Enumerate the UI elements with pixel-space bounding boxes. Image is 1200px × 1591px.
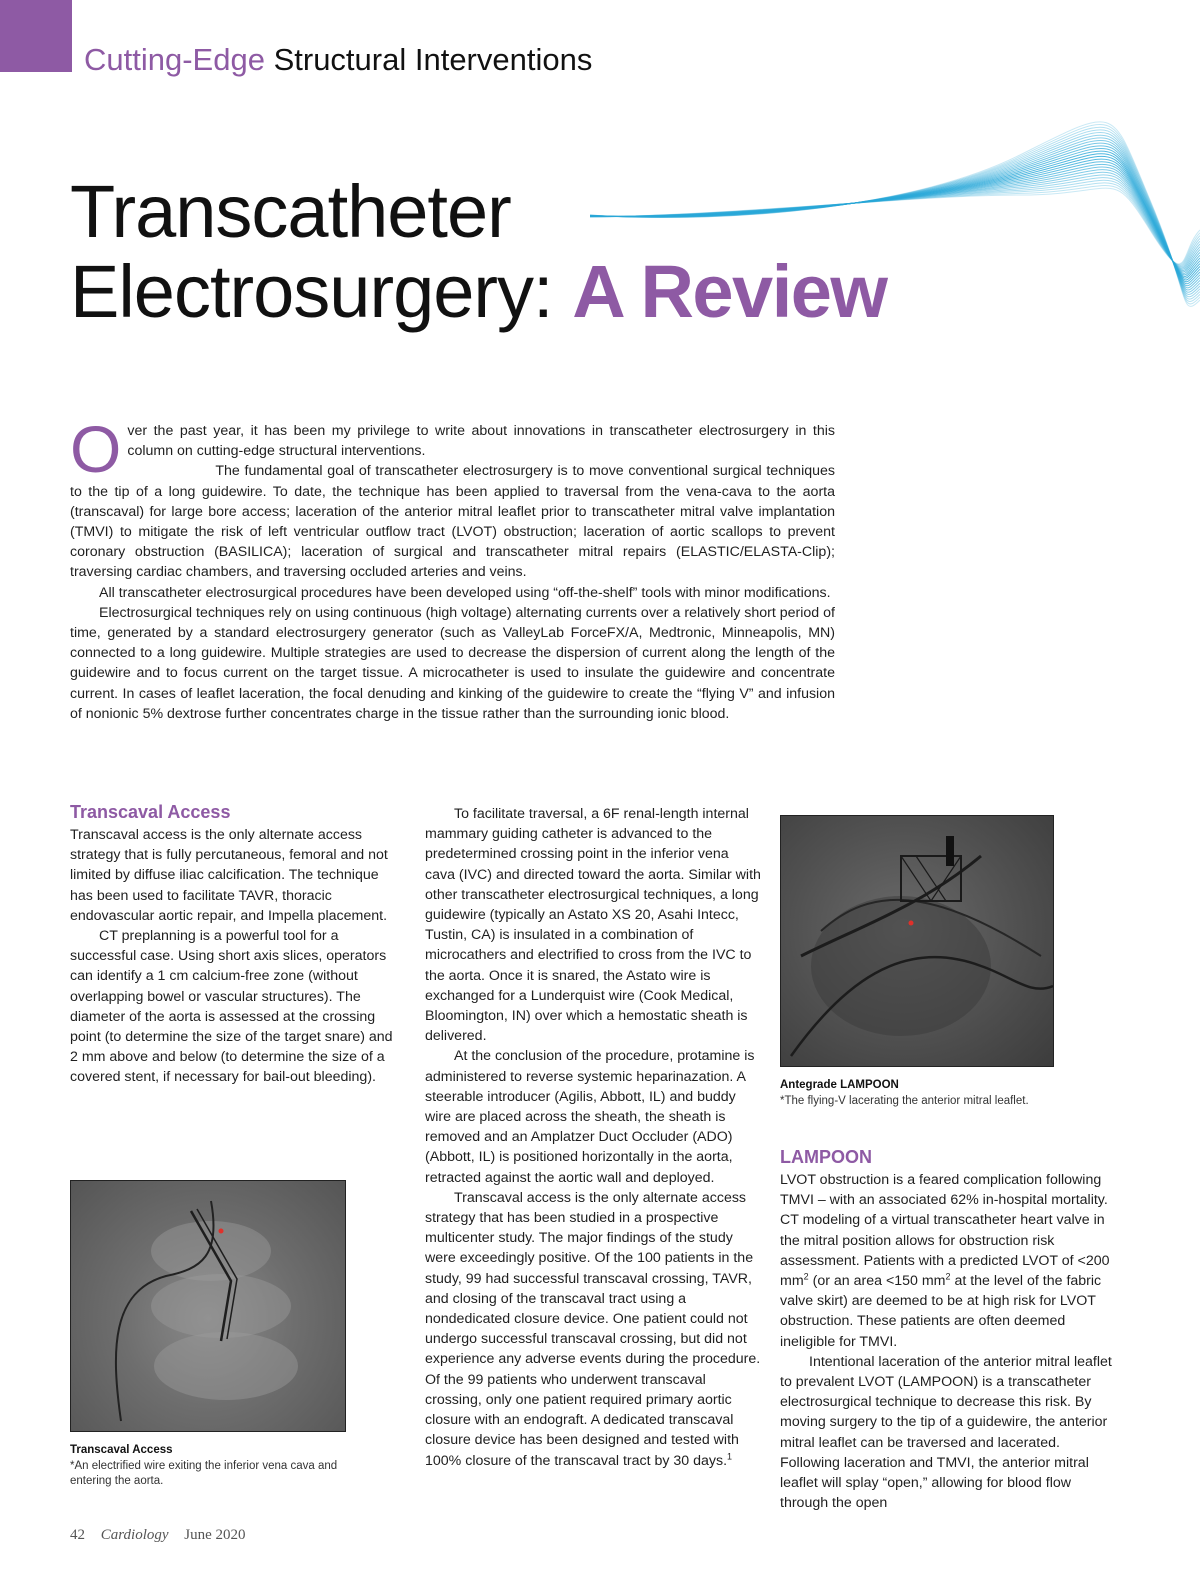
lampoon-p1-b: (or an area <150 mm [808, 1273, 946, 1290]
intro-section [70, 412, 835, 724]
drop-cap: O [70, 412, 122, 486]
transcaval-heading: Transcaval Access [70, 802, 231, 822]
article-title [70, 172, 886, 332]
title-plain: Electrosurgery: [70, 250, 553, 333]
transcaval-xray-figure [70, 1180, 346, 1432]
xray-transcaval-image [71, 1181, 345, 1431]
transcaval-paragraph-1: Transcaval access is the only alternate access strategy that is fully percutaneous, femoral and not limited by diffuse iliac calcification. The technique has been used to facilitate TAVR, thoracic endovascular aortic repair, and Impella placement. [70, 827, 388, 924]
lampoon-caption-title: Antegrade LAMPOON [780, 1079, 899, 1091]
section-color-tab [0, 0, 72, 72]
middle-p3-text: Transcaval access is the only alternate access strategy that has been studied in a prospective multicenter study. The major findings of the study were exceedingly positive. Of the 100 patients in the study, 99 had successful transcaval crossing, TAVR, and closing of the transcaval tract using a nondedicated closure device. One patient could not undergo successful transcaval crossing, but did not experience any adverse events during the procedure. Of the 99 patients who underwent transcaval crossing, only one patient required primary aortic closure with an endograft. A dedicated transcaval closure device has been designed and tested with 100% closure of the transcaval tract by 30 days. [425, 1189, 761, 1469]
magazine-name: Cardiology [100, 1527, 169, 1543]
column-lampoon [780, 1146, 1116, 1513]
middle-paragraph-3 [425, 1188, 761, 1471]
lampoon-sup-1: 2 [803, 1271, 809, 1282]
lampoon-heading: LAMPOON [780, 1147, 872, 1167]
title-line-1: Transcatheter [70, 170, 511, 253]
lampoon-p1-a: LVOT obstruction is a feared complication following TMVI – with an associated 62% in-hospital mortality. CT modeling of a virtual transcatheter heart valve in the mitral position allows for obstruction risk assessment. Patients with a predicted LVOT of <200 mm [780, 1172, 1110, 1290]
page-footer [70, 1527, 258, 1544]
column-transcaval [70, 801, 398, 1088]
lampoon-p1-c: at the level of the fabric valve skirt) are deemed to be at high risk for LVOT obstruction. These patients are often deemed ineligible for TMVI. [780, 1273, 1102, 1350]
lampoon-caption-text: *The flying-V lacerating the anterior mitral leaflet. [780, 1094, 1029, 1107]
transcaval-caption-title: Transcaval Access [70, 1444, 173, 1456]
transcaval-paragraph-2: CT preplanning is a powerful tool for a successful case. Using short axis slices, operators can identify a 1 cm calcium-free zone (without overlapping bowel or vascular structures). The diameter of the aorta is assessed at the crossing point (to determine the size of the target snare) and 2 mm above and below (to determine the size of a covered stent, if necessary for bail-out bleeding). [70, 928, 393, 1086]
transcaval-figure-caption [70, 1443, 350, 1490]
column-middle [425, 804, 761, 1471]
intro-paragraph-4: Electrosurgical techniques rely on using continuous (high voltage) alternating currents over a relatively short period of time, generated by a standard electrosurgery generator (such as ValleyLab ForceFX/A, Medtronic, Minneapolis, MN) connected to a long guidewire. Multiple strategies are used to decrease the dispersion of current along the length of the guidewire and to focus current on the target tissue. A microcatheter is used to insulate the guidewire and concentrate current. In cases of leaflet laceration, the focal denuding and kinking of the guidewire to create the “flying V” and infusion of nonionic 5% dextrose further concentrates charge in the tissue rather than the surrounding ionic blood. [70, 604, 835, 722]
lampoon-xray-figure [780, 815, 1054, 1067]
transcaval-caption-text: *An electrified wire exiting the inferior vena cava and entering the aorta. [70, 1459, 338, 1487]
title-accent: A Review [572, 250, 887, 333]
issue-date: June 2020 [184, 1527, 246, 1543]
lampoon-figure-caption [780, 1078, 1080, 1109]
section-header-accent: Cutting-Edge [84, 42, 265, 77]
lampoon-sup-2: 2 [945, 1271, 951, 1282]
section-header [84, 38, 592, 82]
page-number: 42 [70, 1527, 85, 1543]
intro-p1-text: ver the past year, it has been my privilege to write about innovations in transcatheter electrosurgery in this column on cutting-edge structural interventions. [127, 423, 835, 460]
intro-paragraph-3: All transcatheter electrosurgical procedures have been developed using “off-the-shelf” tools with minor modifications. [99, 584, 831, 601]
lampoon-paragraph-1 [780, 1170, 1116, 1352]
middle-paragraph-2: At the conclusion of the procedure, protamine is administered to reverse systemic heparinazation. A steerable introducer (Agilis, Abbott, IL) and buddy wire are placed across the sheath, the sheath is removed and an Amplatzer Duct Occluder (ADO) (Abbott, IL) is positioned horizontally in the aorta, retracted against the aortic wall and deployed. [425, 1048, 755, 1186]
intro-paragraph-2: The fundamental goal of transcatheter electrosurgery is to move conventional surgical techniques to the tip of a long guidewire. To date, the technique has been applied to traversal from the vena-cava to the aorta (transcaval) for large bore access; laceration of the anterior mitral leaflet prior to transcatheter mitral valve implantation (TMVI) to mitigate the risk of left ventricular outflow tract (LVOT) obstruction; laceration of aortic scallops to prevent coronary obstruction (BASILICA); laceration of surgical and transcatheter mitral repairs (ELASTIC/ELASTA-Clip); traversing cardiac chambers, and traversing occluded arteries and veins. [70, 463, 835, 581]
xray-lampoon-image [781, 816, 1053, 1066]
middle-paragraph-1: To facilitate traversal, a 6F renal-length internal mammary guiding catheter is advanced to the predetermined crossing point in the inferior vena cava (IVC) and directed toward the aorta. Similar with other transcatheter electrosurgical techniques, a long guidewire (typically an Astato XS 20, Asahi Intecc, Tustin, CA) is insulated in a combination of microcathers and electrified to cross from the IVC to the aorta. Once it is snared, the Astato wire is exchanged for a Lunderquist wire (Cook Medical, Bloomington, IN) over which a hemostatic sheath is delivered. [425, 806, 761, 1045]
reference-marker: 1 [727, 1450, 733, 1461]
title-line-2 [70, 252, 886, 332]
lampoon-paragraph-2: Intentional laceration of the anterior mitral leaflet to prevalent LVOT (LAMPOON) is a transcatheter electrosurgical technique to decrease this risk. By moving surgery to the tip of a guidewire, the anterior mitral leaflet can be traversed and lacerated. Following laceration and TMVI, the anterior mitral leaflet will splay “open,” allowing for blood flow through the open [780, 1353, 1112, 1512]
section-header-rest: Structural Interventions [273, 42, 593, 77]
intro-paragraph-1 [70, 412, 835, 486]
